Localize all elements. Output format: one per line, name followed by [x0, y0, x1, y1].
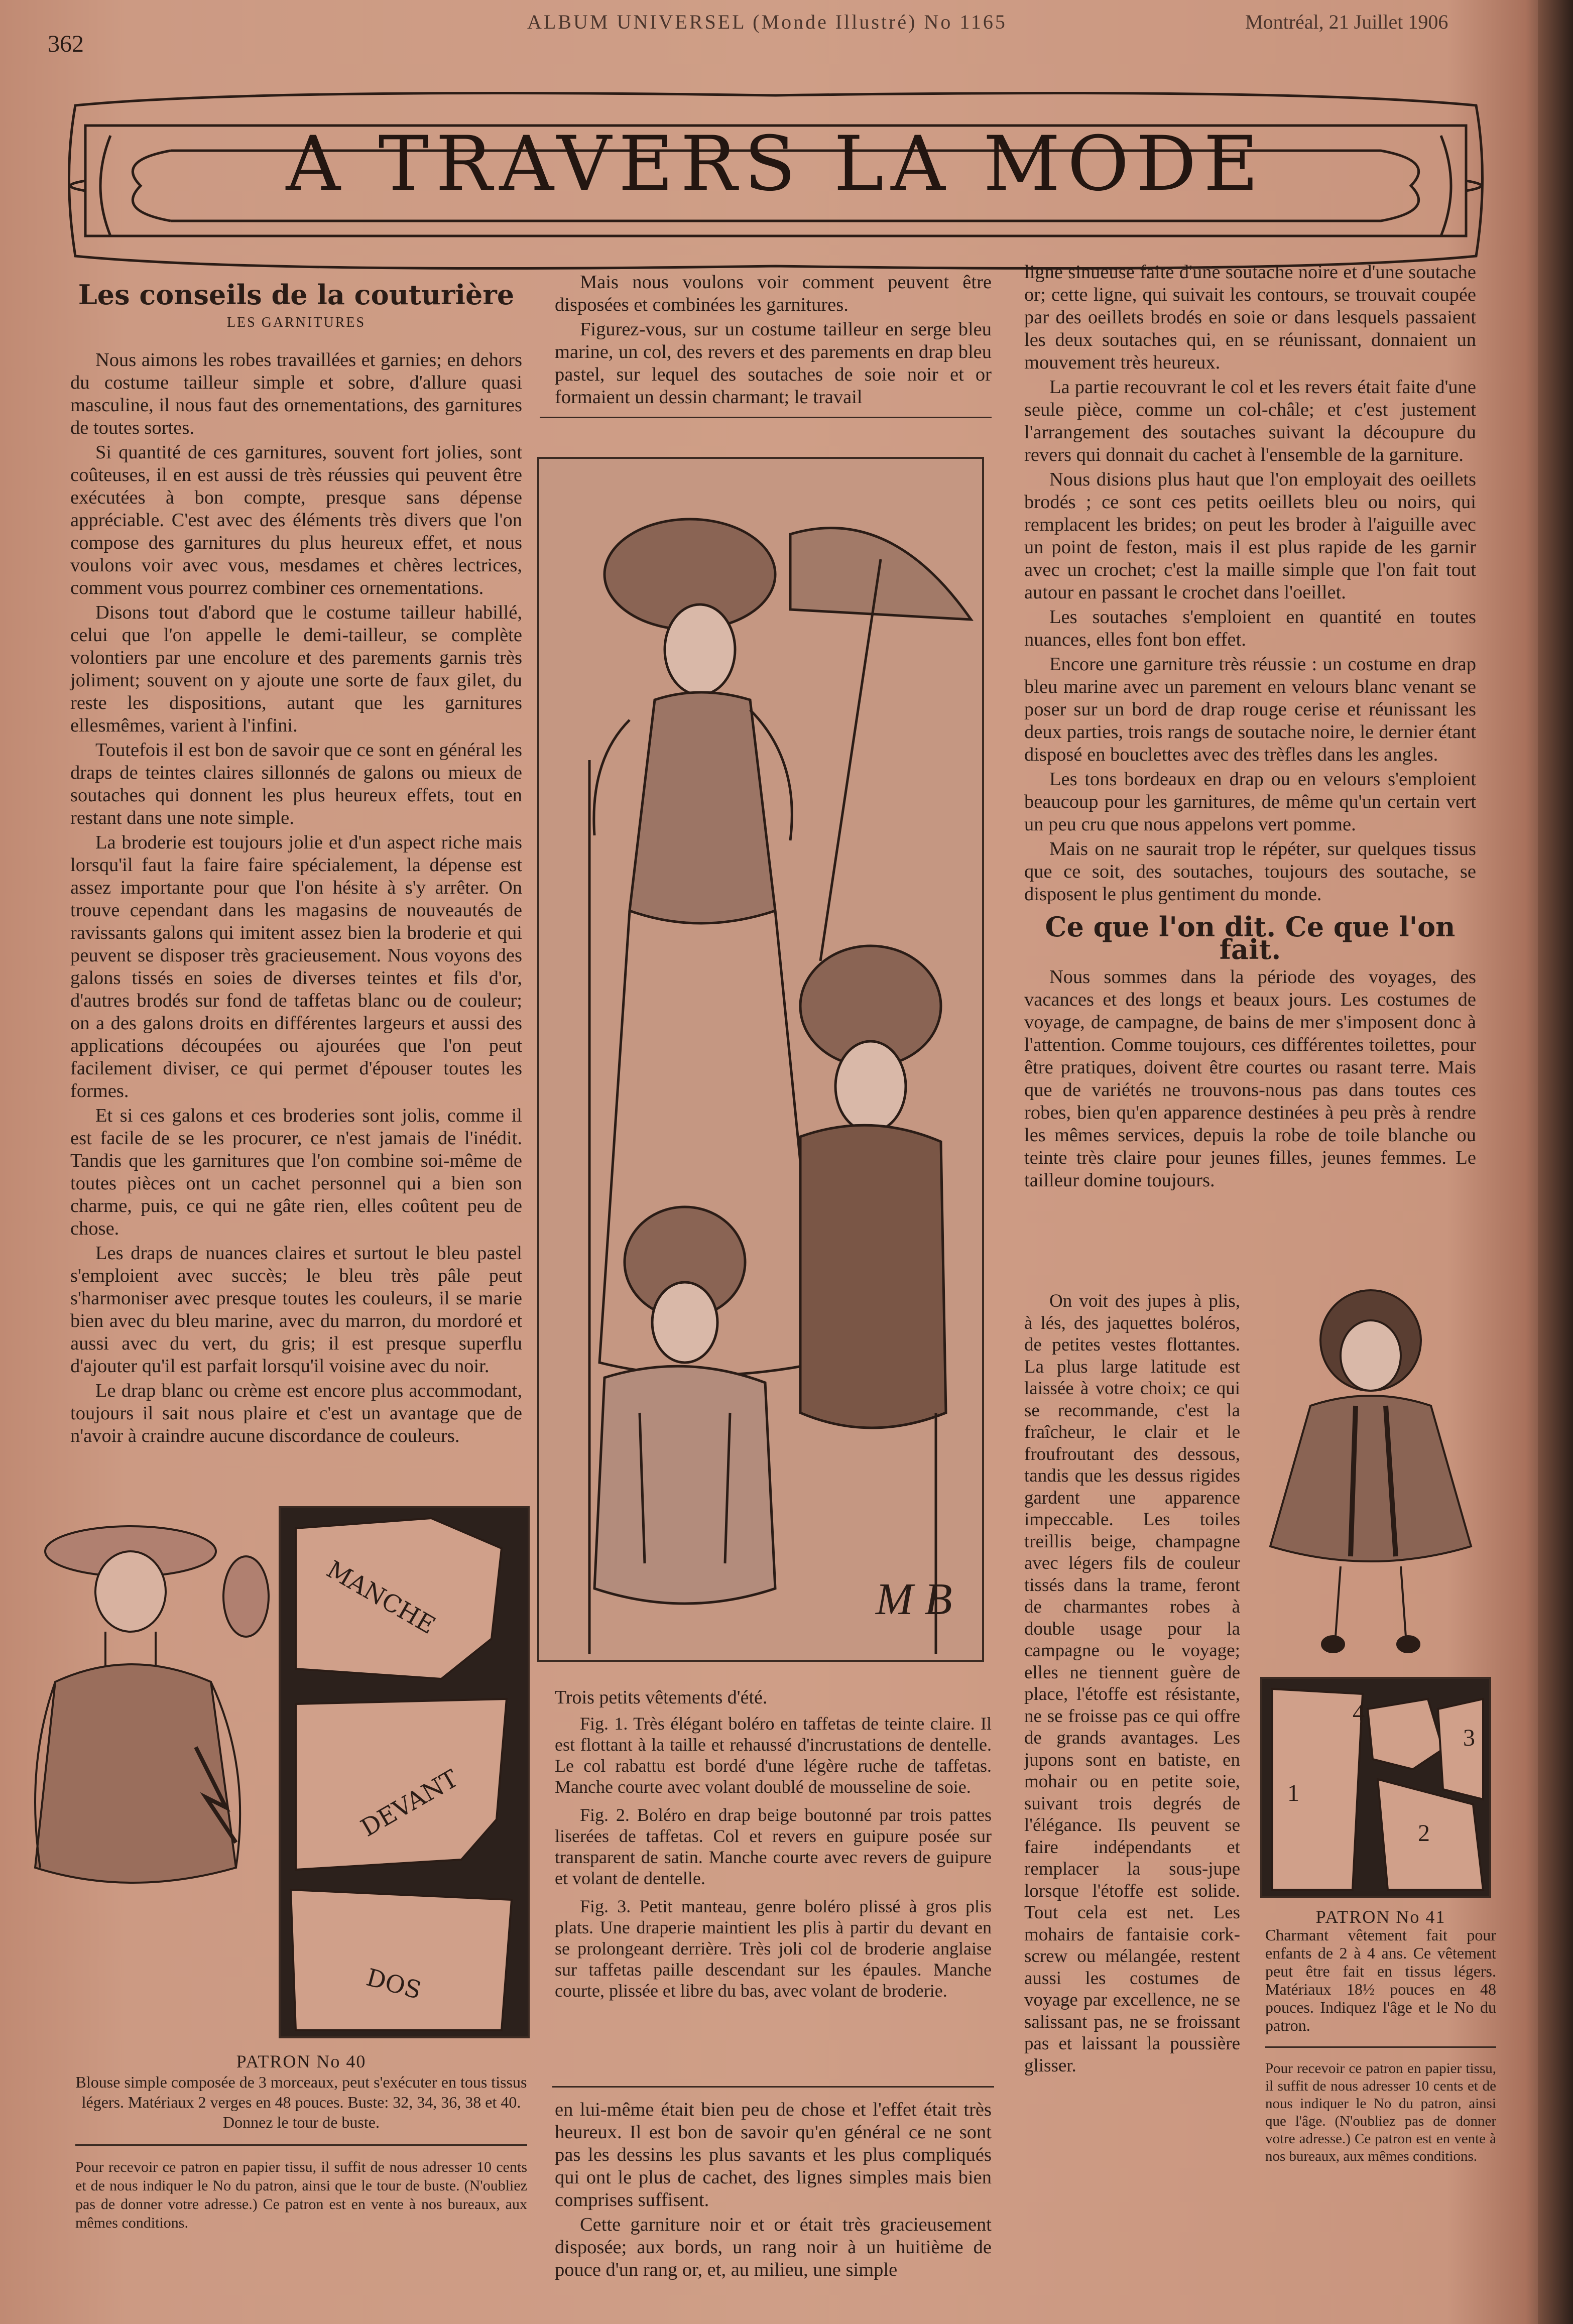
paragraph: Nous disions plus haut que l'on employait des oeillets brodés ; ce sont ces petits oeillets bleu ou noirs, qui remplacent les brides; on peut les broder à l'aiguille avec un point de feston, mais il est plus rapide de les garnir avec un crochet; c'est la maille simple que l'on fait tout autour en passant le crochet dans l'oeillet.	[1024, 469, 1476, 603]
paragraph: ligne sinueuse faite d'une soutache noire et d'une soutache or; cette ligne, qui suivait les contours, se trouvait coupée par des oeillets brodés en soie or dans lesquels passaient les deux soutaches qui, en se réunissant, donnaient un mouvement très heureux.	[1024, 262, 1476, 373]
paragraph: Toutefois il est bon de savoir que ce sont en général les draps de teintes claires sillonnés de galons ou mieux de soutaches qui donnent les plus heureux effets, tout en restant dans une note simple.	[70, 740, 522, 828]
patron-41-title: PATRON No 41	[1315, 1907, 1446, 1927]
pattern-number-4: 4	[1353, 1699, 1365, 1726]
paragraph: en lui-même était bien peu de chose et l'effet était très heureux. Il est bon de savoir qu'en général ce ne sont pas les dessins les plus savants et les plus compliqués qui ont le plus de cachet, des lignes simples mais bien comprises suffisent.	[555, 2099, 992, 2211]
patron-40-note: Pour recevoir ce patron en papier tissu, il suffit de nous adresser 10 cents et de nous indiquer le No du patron, ainsi que le tour de buste. (N'oubliez pas de donner votre adresse.) Ce patron est en vente à nos bureaux, aux mêmes conditions.	[75, 2159, 527, 2231]
paragraph: Encore une garniture très réussie : un costume en drap bleu marine avec un parement en velours blanc venant se poser sur un bord de drap rouge cerise et réunissant les deux parties, trois rangs de soutache noire, le dernier étant disposé en bouclettes avec des trèfles dans les angles.	[1024, 654, 1476, 765]
paragraph: La broderie est toujours jolie et d'un aspect riche mais lorsqu'il faut la faire faire spécialement, la dépense est assez importante pour que l'on hésite à s'y arrêter. On trouve cependant dans les magasins de nouveautés de ravissants galons qui imitent assez bien la broderie et qui peuvent se disposer très gracieusement. Nous voyons des galons tissés en soies de diverses teintes et fils d'or, d'autres brodés sur fond de taffetas blanc ou de couleur; on a des galons droits en différentes largeurs et aussi des applications découpées ou ajourées que l'on peut facilement diviser, ce qui permet d'épouser toutes les formes.	[70, 832, 522, 1102]
running-date: Montréal, 21 Juillet 1906	[1245, 11, 1448, 33]
paragraph: Les draps de nuances claires et surtout le bleu pastel s'emploient avec succès; le bleu très pâle peut s'harmoniser avec presque toutes les couleurs, il se marie bien avec du bleu marine, avec du marron, du mordoré et aussi avec du vert, du gris; il est presque superflu d'ajouter qu'il est parfait lorsqu'il voisine avec du noir.	[70, 1243, 522, 1377]
paragraph: Mais on ne saurait trop le répéter, sur quelques tissus que ce soit, des soutaches, toujours des soutache, se disposent le plus gentiment du monde.	[1024, 838, 1476, 905]
article-heading: Les conseils de la couturière	[78, 279, 515, 311]
column-3	[1024, 261, 1476, 1194]
blouse-model-illustration	[25, 1516, 286, 2048]
fig-caption: Fig. 1. Très élégant boléro en taffetas de teinte claire. Il est flottant à la taille et rehaussé d'incrustations de dentelle. Le col rabattu est bordé d'une légère ruche de taffetas. Manche courte avec volant doublé de mousseline de soie.	[555, 1714, 992, 1797]
paragraph: On voit des jupes à plis, à lés, des jaquettes boléros, de petites vestes flottantes. La plus large latitude est laissée à votre choix; ce qui se recommande, c'est la fraîcheur, le clair et le froufroutant des dessous, tandis que les dessus rigides gardent une apparence impeccable. Les toiles treillis beige, champagne avec légers fils de couleur tissés dans la trame, feront de charmantes robes à double usage pour la campagne ou le voyage; elles ne tiennent guère de place, l'étoffe est résistante, ne se froisse pas ce qui offre de grands avantages. Les jupons sont en batiste, en mohair ou en petite soie, suivant trois degrés de l'élégance. Ils peuvent se faire indépendants et remplacer la sous-jupe lorsque l'étoffe est solide. Tout cela est net. Les mohairs de fantaisie cork-screw ou mélangée, restent aussi les costumes de voyage par excellence, ne se salissant pas, ne se froissant pas et laissant la poussière glisser.	[1024, 1291, 1240, 2076]
paragraph: La partie recouvrant le col et les revers était faite d'une seule pièce, comme un col-châle; et c'est justement l'arrangement des soutaches suivant la découpure du revers qui donnait du cachet à l'ensemble de la garniture.	[1024, 377, 1476, 465]
pattern-number-3: 3	[1463, 1725, 1475, 1751]
pattern-label-dos: DOS	[363, 1963, 425, 2005]
column-2-bottom	[555, 2099, 992, 2283]
caption-title: Trois petits vêtements d'été.	[555, 1687, 768, 1708]
fig-caption: Fig. 3. Petit manteau, genre boléro plissé à gros plis plats. Une draperie maintient les plis à partir du devant en se prolongeant derrière. Très joli col de broderie anglaise sur taffetas paille descendant sur les épaules. Manche courte, plissée et libre du bas, avec volant de broderie.	[555, 1896, 992, 2001]
pattern-number-1: 1	[1287, 1780, 1299, 1806]
fashion-drawing	[539, 459, 982, 1660]
pattern-label-manche: MANCHE	[322, 1555, 440, 1640]
paragraph: Si quantité de ces garnitures, souvent fort jolies, sont coûteuses, il en est aussi de très réussies qui peuvent être exécutées à bon compte, presque sans dépense appréciable. C'est avec des éléments très divers que l'on compose des garnitures du plus heureux effet, et nous voulons voir avec vous, mesdames et chères lectrices, comment vous pourrez combiner ces ornementations.	[70, 442, 522, 598]
page-title: A TRAVERS LA MODE	[286, 120, 1266, 208]
paragraph: Nous sommes dans la période des voyages, des vacances et des longs et beaux jours. Les costumes de voyage, de campagne, de bains de mer s'imposent donc à l'attention. Comme toujours, ces différentes toilettes, pour être pratiques, doivent être courtes ou rasant terre. Mais que de variétés ne trouvons-nous pas dans toutes ces robes, bien qu'en apparence destinées à peu près à rendre les mêmes services, depuis la robe de toile blanche ou teinte très claire pour jeunes filles, jeunes femmes. Le tailleur domine toujours.	[1024, 966, 1476, 1191]
patron-40-desc: Blouse simple composée de 3 morceaux, peut s'exécuter en tous tissus légers. Matériaux 2 verges en 48 pouces. Buste: 32, 34, 36, 38 et 40. Donnez le tour de buste.	[75, 2073, 527, 2131]
patron-41-note: Pour recevoir ce patron en papier tissu, il suffit de nous adresser 10 cents et de nous indiquer le No du patron, ainsi que l'âge. (N'oubliez pas de donner votre adresse.) Ce patron est en vente à nos bureaux, aux mêmes conditions.	[1265, 2060, 1496, 2164]
pattern-41-pieces	[1260, 1677, 1491, 1898]
paragraph: Disons tout d'abord que le costume tailleur habillé, celui que l'on appelle le demi-tailleur, se complète volontiers par une encolure et des parements garnis très joliment; souvent on y ajoute une sorte de faux gilet, du reste les dispositions, autant que les garnitures ellesmêmes, varient à l'infini.	[70, 602, 522, 736]
patron-40-caption	[75, 2051, 527, 2232]
running-head: ALBUM UNIVERSEL (Monde Illustré) No 1165	[527, 11, 1007, 33]
fig-caption: Fig. 2. Boléro en drap beige boutonné par trois pattes liserées de taffetas. Col et revers en guipure posée sur transparent de satin. Manche courte avec revers de guipure et volant de dentelle.	[555, 1805, 992, 1888]
column-1	[70, 279, 522, 1449]
paragraph: Les tons bordeaux en drap ou en velours s'emploient beaucoup pour les garnitures, de même qu'un certain vert un peu cru que nous appelons vert pomme.	[1024, 769, 1476, 835]
column-3-narrow	[1024, 1290, 1240, 2078]
pattern-40-pieces	[279, 1506, 530, 2038]
article-subheading: LES GARNITURES	[226, 315, 366, 330]
fashion-illustration-three-figures	[537, 457, 984, 1662]
paragraph: Les soutaches s'emploient en quantité en toutes nuances, elles font bon effet.	[1024, 606, 1476, 650]
paragraph: Le drap blanc ou crème est encore plus accommodant, toujours il sait nous plaire et c'est un avantage que de n'avoir à craindre aucune discordance de couleurs.	[70, 1380, 522, 1446]
pattern-number-2: 2	[1418, 1820, 1430, 1847]
patron-40-title: PATRON No 40	[236, 2051, 367, 2071]
paragraph: Nous aimons les robes travaillées et garnies; en dehors du costume tailleur simple et sobre, d'allure quasi masculine, il nous faut des ornementations, des garnitures de toutes sortes.	[70, 349, 522, 438]
book-binding	[1538, 0, 1573, 2324]
paragraph: Cette garniture noir et or était très gracieusement disposée; aux bords, un rang noir à un huitième de pouce d'un rang or, et, au milieu, une simple	[555, 2214, 992, 2280]
figure-captions	[555, 1687, 992, 2001]
column-2	[555, 271, 992, 411]
pattern-pieces-drawing	[281, 1508, 528, 2036]
page-number: 362	[48, 31, 84, 57]
patron-41-desc: Charmant vêtement fait pour enfants de 2 à 4 ans. Ce vêtement peut être fait en tissus légers. Matériaux 18½ pouces en 48 pouces. Indiquez l'âge et le No du patron.	[1265, 1926, 1496, 2034]
section-heading: Ce que l'on dit. Ce que l'on fait.	[1045, 911, 1456, 965]
child-coat-illustration	[1250, 1285, 1486, 1667]
paragraph: Et si ces galons et ces broderies sont jolis, comme il est facile de se les procurer, ce n'est jamais de l'inédit. Tandis que les garnitures que l'on combine soi-même de toutes pièces ont un cachet personnel qui a bien son charme, puis, ce qui ne gâte rien, elles coûtent peu de chose.	[70, 1105, 522, 1239]
pattern-label-devant: DEVANT	[356, 1764, 463, 1843]
title-banner	[55, 85, 1496, 276]
artist-signature: M B	[876, 1574, 952, 1624]
paragraph: Figurez-vous, sur un costume tailleur en serge bleu marine, un col, des revers et des parements en drap bleu pastel, sur lequel des soutaches de soie noir et or formaient un dessin charmant; le travail	[555, 319, 992, 408]
paragraph: Mais nous voulons voir comment peuvent être disposées et combinées les garnitures.	[555, 272, 992, 315]
patron-41-caption	[1265, 1908, 1496, 2165]
